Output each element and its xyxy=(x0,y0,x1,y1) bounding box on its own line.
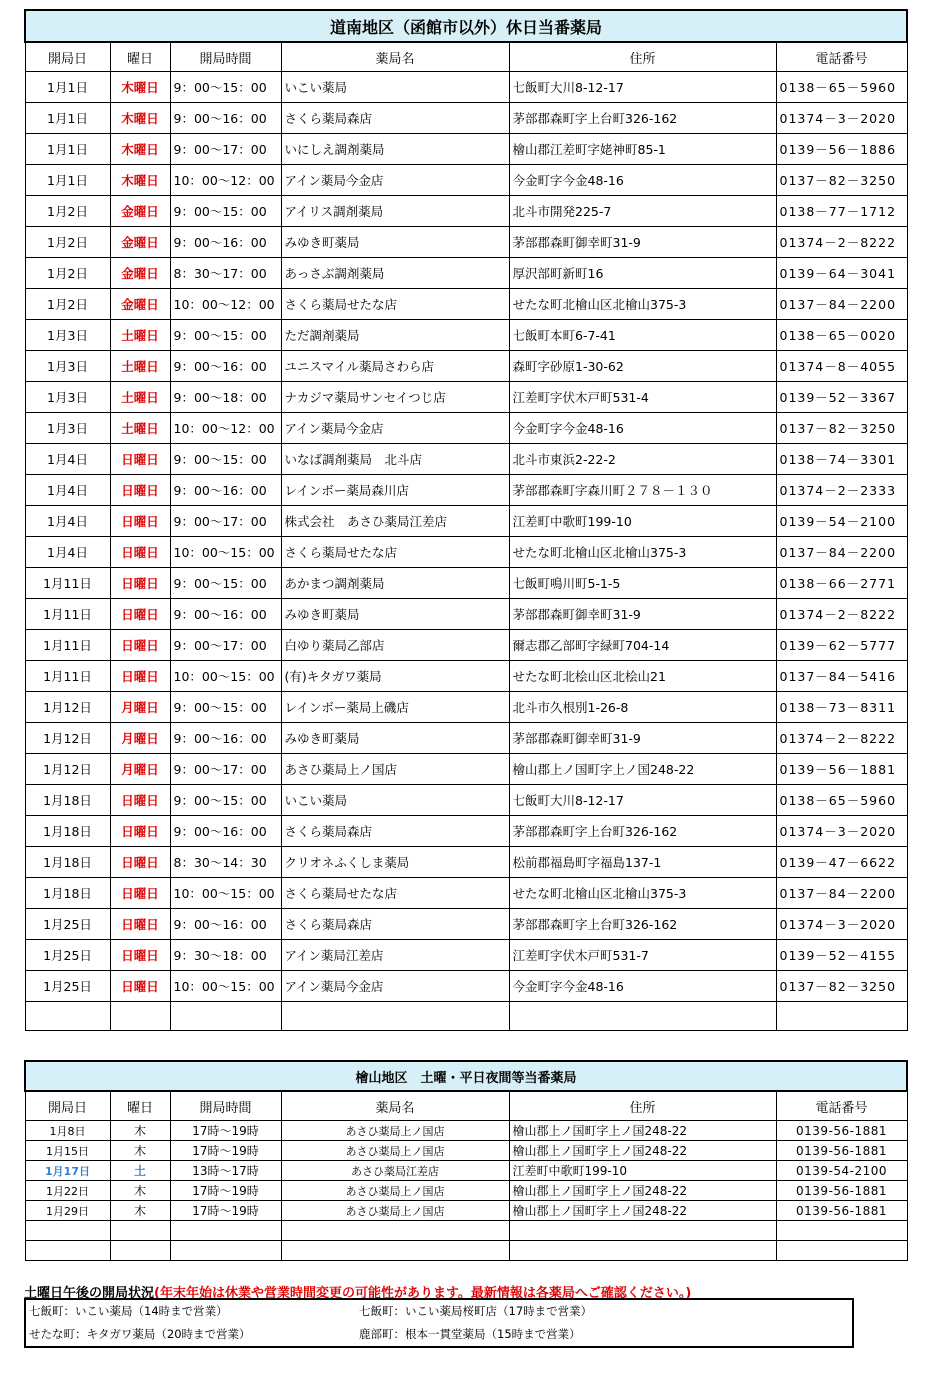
table-row xyxy=(25,599,907,630)
table-row xyxy=(25,351,907,382)
pharmacy-name-cell: さくら薬局せたな店 xyxy=(281,289,509,320)
address-cell: 茅部郡森町字森川町２７８－１３０ xyxy=(509,475,776,506)
address-cell: 茅部郡森町御幸町31-9 xyxy=(509,599,776,630)
hours-cell: 8：30～17：00 xyxy=(170,258,281,289)
address-cell: 江差町字伏木戸町531-7 xyxy=(509,940,776,971)
hours-cell: 9：00～17：00 xyxy=(170,630,281,661)
weekday-cell: 日曜日 xyxy=(110,847,170,878)
hours-cell: 9：00～16：00 xyxy=(170,227,281,258)
hours-cell: 9：00～15：00 xyxy=(170,72,281,103)
table-row xyxy=(25,1181,907,1201)
date-cell: 1月3日 xyxy=(25,320,110,351)
pharmacy-name-cell: あさひ薬局上ノ国店 xyxy=(281,1181,509,1201)
weekday-cell: 木曜日 xyxy=(110,165,170,196)
empty-cell xyxy=(509,1241,776,1261)
phone-cell: 01374－3－2020 xyxy=(776,103,907,134)
date-cell: 1月18日 xyxy=(25,785,110,816)
phone-cell: 0139－62－5777 xyxy=(776,630,907,661)
pharmacy-name-cell: ただ調剤薬局 xyxy=(281,320,509,351)
date-cell: 1月15日 xyxy=(25,1141,110,1161)
phone-cell: 0138－65－5960 xyxy=(776,72,907,103)
hours-cell: 9：00～16：00 xyxy=(170,723,281,754)
column-header-address: 住所 xyxy=(509,42,776,72)
date-cell: 1月11日 xyxy=(25,599,110,630)
table-header-row xyxy=(25,42,907,72)
pharmacy-name-cell: アイン薬局今金店 xyxy=(281,165,509,196)
note-item: 鹿部町：根本一貫堂薬局（15時まで営業） xyxy=(359,1327,581,1341)
address-cell: 爾志郡乙部町字緑町704-14 xyxy=(509,630,776,661)
date-cell: 1月18日 xyxy=(25,816,110,847)
address-cell: 今金町字今金48-16 xyxy=(509,165,776,196)
phone-cell: 01374－3－2020 xyxy=(776,909,907,940)
weekday-cell: 日曜日 xyxy=(110,878,170,909)
empty-cell xyxy=(170,1221,281,1241)
pharmacy-name-cell: ユニスマイル薬局さわら店 xyxy=(281,351,509,382)
pharmacy-name-cell: アイン薬局今金店 xyxy=(281,971,509,1002)
weekday-cell: 日曜日 xyxy=(110,785,170,816)
pharmacy-name-cell: アイリス調剤薬局 xyxy=(281,196,509,227)
phone-cell: 0139－54－2100 xyxy=(776,506,907,537)
pharmacy-name-cell: さくら薬局せたな店 xyxy=(281,537,509,568)
hours-cell: 17時～19時 xyxy=(170,1141,281,1161)
hours-cell: 10：00～15：00 xyxy=(170,537,281,568)
hours-cell: 8：30～14：30 xyxy=(170,847,281,878)
table-row xyxy=(25,134,907,165)
pharmacy-name-cell: あさひ薬局江差店 xyxy=(281,1161,509,1181)
weekday-cell: 土 xyxy=(110,1161,170,1181)
weekday-cell: 金曜日 xyxy=(110,196,170,227)
holiday-pharmacy-table xyxy=(24,9,908,1031)
date-cell: 1月11日 xyxy=(25,630,110,661)
weekday-cell: 土曜日 xyxy=(110,413,170,444)
weekday-cell: 日曜日 xyxy=(110,971,170,1002)
weekday-cell: 日曜日 xyxy=(110,940,170,971)
note-item: せたな町：キタガワ薬局（20時まで営業） xyxy=(29,1327,251,1341)
date-cell: 1月8日 xyxy=(25,1121,110,1141)
address-cell: 厚沢部町新町16 xyxy=(509,258,776,289)
hours-cell: 10：00～15：00 xyxy=(170,661,281,692)
notes-heading-text: 土曜日午後の開局状況 xyxy=(24,1286,155,1301)
column-header-phone: 電話番号 xyxy=(776,1091,907,1121)
date-cell: 1月12日 xyxy=(25,692,110,723)
table-row xyxy=(25,940,907,971)
table-row xyxy=(25,723,907,754)
phone-cell: 0139-56-1881 xyxy=(776,1201,907,1221)
date-cell: 1月17日 xyxy=(25,1161,110,1181)
phone-cell: 0137－84－2200 xyxy=(776,878,907,909)
pharmacy-name-cell: アイン薬局江差店 xyxy=(281,940,509,971)
pharmacy-name-cell: いこい薬局 xyxy=(281,72,509,103)
date-cell: 1月3日 xyxy=(25,351,110,382)
pharmacy-name-cell: あさひ薬局上ノ国店 xyxy=(281,754,509,785)
empty-row xyxy=(25,1241,907,1261)
date-cell: 1月4日 xyxy=(25,537,110,568)
phone-cell: 0137－84－2200 xyxy=(776,289,907,320)
table-row xyxy=(25,1201,907,1221)
hours-cell: 13時～17時 xyxy=(170,1161,281,1181)
hiyama-pharmacy-table xyxy=(24,1060,908,1261)
date-cell: 1月2日 xyxy=(25,227,110,258)
weekday-cell: 金曜日 xyxy=(110,289,170,320)
weekday-cell: 木 xyxy=(110,1121,170,1141)
column-header-address: 住所 xyxy=(509,1091,776,1121)
weekday-cell: 月曜日 xyxy=(110,723,170,754)
empty-cell xyxy=(25,1221,110,1241)
pharmacy-name-cell: レインボー薬局森川店 xyxy=(281,475,509,506)
hours-cell: 9：00～16：00 xyxy=(170,599,281,630)
phone-cell: 0139-56-1881 xyxy=(776,1121,907,1141)
note-item: 七飯町：いこい薬局桜町店（17時まで営業） xyxy=(359,1304,593,1318)
pharmacy-name-cell: さくら薬局せたな店 xyxy=(281,878,509,909)
phone-cell: 0139－64－3041 xyxy=(776,258,907,289)
date-cell: 1月4日 xyxy=(25,444,110,475)
hours-cell: 10：00～15：00 xyxy=(170,971,281,1002)
address-cell: せたな町北檜山区北檜山375-3 xyxy=(509,878,776,909)
weekday-cell: 日曜日 xyxy=(110,537,170,568)
date-cell: 1月12日 xyxy=(25,754,110,785)
empty-cell xyxy=(509,1221,776,1241)
pharmacy-name-cell: ナカジマ薬局サンセイつじ店 xyxy=(281,382,509,413)
weekday-cell: 木曜日 xyxy=(110,72,170,103)
phone-cell: 01374－8－4055 xyxy=(776,351,907,382)
empty-cell xyxy=(110,1241,170,1261)
hours-cell: 9：00～15：00 xyxy=(170,692,281,723)
address-cell: 檜山郡上ノ国町字上ノ国248-22 xyxy=(509,754,776,785)
phone-cell: 01374－3－2020 xyxy=(776,816,907,847)
empty-cell xyxy=(281,1241,509,1261)
table-row xyxy=(25,413,907,444)
phone-cell: 01374－2－2333 xyxy=(776,475,907,506)
phone-cell: 0138－74－3301 xyxy=(776,444,907,475)
date-cell: 1月3日 xyxy=(25,382,110,413)
date-cell: 1月11日 xyxy=(25,661,110,692)
table-row xyxy=(25,103,907,134)
hours-cell: 9：00～16：00 xyxy=(170,909,281,940)
address-cell: 茅部郡森町御幸町31-9 xyxy=(509,227,776,258)
phone-cell: 0137－82－3250 xyxy=(776,165,907,196)
date-cell: 1月4日 xyxy=(25,475,110,506)
date-cell: 1月2日 xyxy=(25,289,110,320)
weekday-cell: 日曜日 xyxy=(110,661,170,692)
pharmacy-name-cell: レインボー薬局上磯店 xyxy=(281,692,509,723)
weekday-cell: 木 xyxy=(110,1181,170,1201)
column-header-pharmacy: 薬局名 xyxy=(281,42,509,72)
weekday-cell: 木 xyxy=(110,1141,170,1161)
notes-warning-text: (年末年始は休業や営業時間変更の可能性があります。最新情報は各薬局へご確認ください。) xyxy=(154,1286,692,1301)
weekday-cell: 土曜日 xyxy=(110,320,170,351)
table-row xyxy=(25,227,907,258)
address-cell: 七飯町本町6-7-41 xyxy=(509,320,776,351)
hours-cell: 17時～19時 xyxy=(170,1121,281,1141)
table-header-row xyxy=(25,1091,907,1121)
phone-cell: 0139-56-1881 xyxy=(776,1141,907,1161)
address-cell: 今金町字今金48-16 xyxy=(509,971,776,1002)
date-cell: 1月12日 xyxy=(25,723,110,754)
phone-cell: 0137－84－5416 xyxy=(776,661,907,692)
phone-cell: 0139－52－3367 xyxy=(776,382,907,413)
table-row xyxy=(25,816,907,847)
date-cell: 1月1日 xyxy=(25,103,110,134)
table-row xyxy=(25,196,907,227)
date-cell: 1月25日 xyxy=(25,971,110,1002)
date-cell: 1月2日 xyxy=(25,258,110,289)
hours-cell: 10：00～12：00 xyxy=(170,165,281,196)
address-cell: せたな町北桧山区北桧山21 xyxy=(509,661,776,692)
empty-cell xyxy=(281,1002,509,1031)
hours-cell: 9：00～15：00 xyxy=(170,785,281,816)
table-row xyxy=(25,258,907,289)
weekday-cell: 日曜日 xyxy=(110,630,170,661)
phone-cell: 0138－65－0020 xyxy=(776,320,907,351)
address-cell: 茅部郡森町字上台町326-162 xyxy=(509,103,776,134)
address-cell: せたな町北檜山区北檜山375-3 xyxy=(509,289,776,320)
address-cell: 今金町字今金48-16 xyxy=(509,413,776,444)
weekday-cell: 木曜日 xyxy=(110,103,170,134)
address-cell: 江差町中歌町199-10 xyxy=(509,506,776,537)
hours-cell: 9：00～16：00 xyxy=(170,816,281,847)
date-cell: 1月25日 xyxy=(25,909,110,940)
empty-cell xyxy=(170,1002,281,1031)
table-row xyxy=(25,72,907,103)
empty-cell xyxy=(170,1241,281,1261)
pharmacy-name-cell: みゆき町薬局 xyxy=(281,723,509,754)
pharmacy-name-cell: クリオネふくしま薬局 xyxy=(281,847,509,878)
phone-cell: 01374－2－8222 xyxy=(776,227,907,258)
address-cell: 檜山郡上ノ国町字上ノ国248-22 xyxy=(509,1201,776,1221)
hours-cell: 9：00～16：00 xyxy=(170,475,281,506)
pharmacy-name-cell: (有)キタガワ薬局 xyxy=(281,661,509,692)
column-header-date: 開局日 xyxy=(25,1091,110,1121)
table-row xyxy=(25,1141,907,1161)
phone-cell: 0137－82－3250 xyxy=(776,413,907,444)
pharmacy-name-cell: さくら薬局森店 xyxy=(281,909,509,940)
address-cell: 茅部郡森町字上台町326-162 xyxy=(509,909,776,940)
date-cell: 1月18日 xyxy=(25,847,110,878)
pharmacy-name-cell: あかまつ調剤薬局 xyxy=(281,568,509,599)
pharmacy-name-cell: みゆき町薬局 xyxy=(281,599,509,630)
table-row xyxy=(25,971,907,1002)
phone-cell: 0139－56－1886 xyxy=(776,134,907,165)
weekday-cell: 日曜日 xyxy=(110,816,170,847)
table-row xyxy=(25,444,907,475)
column-header-hours: 開局時間 xyxy=(170,1091,281,1121)
pharmacy-name-cell: 株式会社 あさひ薬局江差店 xyxy=(281,506,509,537)
hours-cell: 9：00～15：00 xyxy=(170,568,281,599)
phone-cell: 0138－73－8311 xyxy=(776,692,907,723)
column-header-hours: 開局時間 xyxy=(170,42,281,72)
column-header-pharmacy: 薬局名 xyxy=(281,1091,509,1121)
table-row xyxy=(25,320,907,351)
weekday-cell: 日曜日 xyxy=(110,599,170,630)
table-title: 道南地区（函館市以外）休日当番薬局 xyxy=(25,10,907,42)
phone-cell: 01374－2－8222 xyxy=(776,723,907,754)
hours-cell: 9：00～18：00 xyxy=(170,382,281,413)
date-cell: 1月25日 xyxy=(25,940,110,971)
hours-cell: 9：00～17：00 xyxy=(170,134,281,165)
empty-cell xyxy=(110,1221,170,1241)
weekday-cell: 金曜日 xyxy=(110,227,170,258)
pharmacy-name-cell: 白ゆり薬局乙部店 xyxy=(281,630,509,661)
table-title: 檜山地区 土曜・平日夜間等当番薬局 xyxy=(25,1061,907,1091)
phone-cell: 0139－47－6622 xyxy=(776,847,907,878)
table-row xyxy=(25,847,907,878)
note-item: 七飯町：いこい薬局（14時まで営業） xyxy=(29,1304,228,1318)
phone-cell: 0137－84－2200 xyxy=(776,537,907,568)
hours-cell: 9：00～15：00 xyxy=(170,444,281,475)
date-cell: 1月4日 xyxy=(25,506,110,537)
address-cell: 北斗市東浜2-22-2 xyxy=(509,444,776,475)
hours-cell: 10：00～15：00 xyxy=(170,878,281,909)
phone-cell: 0138－65－5960 xyxy=(776,785,907,816)
empty-cell xyxy=(776,1241,907,1261)
pharmacy-name-cell: いこい薬局 xyxy=(281,785,509,816)
table-row xyxy=(25,878,907,909)
table-row xyxy=(25,754,907,785)
hours-cell: 9：00～16：00 xyxy=(170,351,281,382)
weekday-cell: 月曜日 xyxy=(110,754,170,785)
empty-cell xyxy=(776,1221,907,1241)
date-cell: 1月3日 xyxy=(25,413,110,444)
address-cell: 北斗市開発225-7 xyxy=(509,196,776,227)
weekday-cell: 土曜日 xyxy=(110,351,170,382)
table-row xyxy=(25,289,907,320)
address-cell: 江差町字伏木戸町531-4 xyxy=(509,382,776,413)
empty-row xyxy=(25,1221,907,1241)
empty-row xyxy=(25,1002,907,1031)
address-cell: 檜山郡上ノ国町字上ノ国248-22 xyxy=(509,1141,776,1161)
hours-cell: 17時～19時 xyxy=(170,1201,281,1221)
address-cell: 七飯町鳴川町5-1-5 xyxy=(509,568,776,599)
table-row xyxy=(25,506,907,537)
hours-cell: 9：00～16：00 xyxy=(170,103,281,134)
weekday-cell: 日曜日 xyxy=(110,506,170,537)
empty-cell xyxy=(25,1002,110,1031)
date-cell: 1月1日 xyxy=(25,72,110,103)
table-row xyxy=(25,1161,907,1181)
weekday-cell: 日曜日 xyxy=(110,909,170,940)
hours-cell: 9：00～15：00 xyxy=(170,196,281,227)
address-cell: 檜山郡江差町字姥神町85-1 xyxy=(509,134,776,165)
address-cell: 江差町中歌町199-10 xyxy=(509,1161,776,1181)
address-cell: 檜山郡上ノ国町字上ノ国248-22 xyxy=(509,1121,776,1141)
address-cell: 北斗市久根別1-26-8 xyxy=(509,692,776,723)
empty-cell xyxy=(776,1002,907,1031)
hours-cell: 10：00～12：00 xyxy=(170,289,281,320)
weekday-cell: 金曜日 xyxy=(110,258,170,289)
table-row xyxy=(25,537,907,568)
address-cell: 茅部郡森町字上台町326-162 xyxy=(509,816,776,847)
pharmacy-name-cell: あさひ薬局上ノ国店 xyxy=(281,1141,509,1161)
weekday-cell: 月曜日 xyxy=(110,692,170,723)
phone-cell: 0137－82－3250 xyxy=(776,971,907,1002)
hours-cell: 9：00～17：00 xyxy=(170,506,281,537)
hours-cell: 9：30～18：00 xyxy=(170,940,281,971)
empty-cell xyxy=(509,1002,776,1031)
weekday-cell: 日曜日 xyxy=(110,444,170,475)
table-row xyxy=(25,568,907,599)
address-cell: 檜山郡上ノ国町字上ノ国248-22 xyxy=(509,1181,776,1201)
empty-cell xyxy=(110,1002,170,1031)
phone-cell: 0139－52－4155 xyxy=(776,940,907,971)
phone-cell: 0138－77－1712 xyxy=(776,196,907,227)
pharmacy-name-cell: いなば調剤薬局 北斗店 xyxy=(281,444,509,475)
weekday-cell: 日曜日 xyxy=(110,568,170,599)
pharmacy-name-cell: いにしえ調剤薬局 xyxy=(281,134,509,165)
weekday-cell: 木曜日 xyxy=(110,134,170,165)
date-cell: 1月29日 xyxy=(25,1201,110,1221)
address-cell: 松前郡福島町字福島137-1 xyxy=(509,847,776,878)
table-row xyxy=(25,909,907,940)
pharmacy-name-cell: あさひ薬局上ノ国店 xyxy=(281,1121,509,1141)
hours-cell: 17時～19時 xyxy=(170,1181,281,1201)
table-row xyxy=(25,475,907,506)
address-cell: 茅部郡森町御幸町31-9 xyxy=(509,723,776,754)
table-row xyxy=(25,692,907,723)
table-row xyxy=(25,165,907,196)
hours-cell: 10：00～12：00 xyxy=(170,413,281,444)
table-row xyxy=(25,1121,907,1141)
date-cell: 1月1日 xyxy=(25,165,110,196)
date-cell: 1月18日 xyxy=(25,878,110,909)
weekday-cell: 日曜日 xyxy=(110,475,170,506)
empty-cell xyxy=(281,1221,509,1241)
hours-cell: 9：00～17：00 xyxy=(170,754,281,785)
table-row xyxy=(25,630,907,661)
empty-cell xyxy=(25,1241,110,1261)
date-cell: 1月2日 xyxy=(25,196,110,227)
hours-cell: 9：00～15：00 xyxy=(170,320,281,351)
phone-cell: 0139-54-2100 xyxy=(776,1161,907,1181)
column-header-weekday: 曜日 xyxy=(110,42,170,72)
phone-cell: 01374－2－8222 xyxy=(776,599,907,630)
table-row xyxy=(25,661,907,692)
pharmacy-name-cell: みゆき町薬局 xyxy=(281,227,509,258)
column-header-phone: 電話番号 xyxy=(776,42,907,72)
address-cell: 七飯町大川8-12-17 xyxy=(509,72,776,103)
date-cell: 1月22日 xyxy=(25,1181,110,1201)
pharmacy-name-cell: さくら薬局森店 xyxy=(281,816,509,847)
pharmacy-name-cell: アイン薬局今金店 xyxy=(281,413,509,444)
address-cell: 七飯町大川8-12-17 xyxy=(509,785,776,816)
date-cell: 1月11日 xyxy=(25,568,110,599)
table-row xyxy=(25,382,907,413)
column-header-date: 開局日 xyxy=(25,42,110,72)
table-row xyxy=(25,785,907,816)
phone-cell: 0139-56-1881 xyxy=(776,1181,907,1201)
date-cell: 1月1日 xyxy=(25,134,110,165)
phone-cell: 0138－66－2771 xyxy=(776,568,907,599)
pharmacy-name-cell: あっさぶ調剤薬局 xyxy=(281,258,509,289)
phone-cell: 0139－56－1881 xyxy=(776,754,907,785)
weekday-cell: 土曜日 xyxy=(110,382,170,413)
weekday-cell: 木 xyxy=(110,1201,170,1221)
saturday-afternoon-list xyxy=(24,1298,854,1348)
address-cell: せたな町北檜山区北檜山375-3 xyxy=(509,537,776,568)
column-header-weekday: 曜日 xyxy=(110,1091,170,1121)
address-cell: 森町字砂原1-30-62 xyxy=(509,351,776,382)
pharmacy-name-cell: あさひ薬局上ノ国店 xyxy=(281,1201,509,1221)
pharmacy-name-cell: さくら薬局森店 xyxy=(281,103,509,134)
